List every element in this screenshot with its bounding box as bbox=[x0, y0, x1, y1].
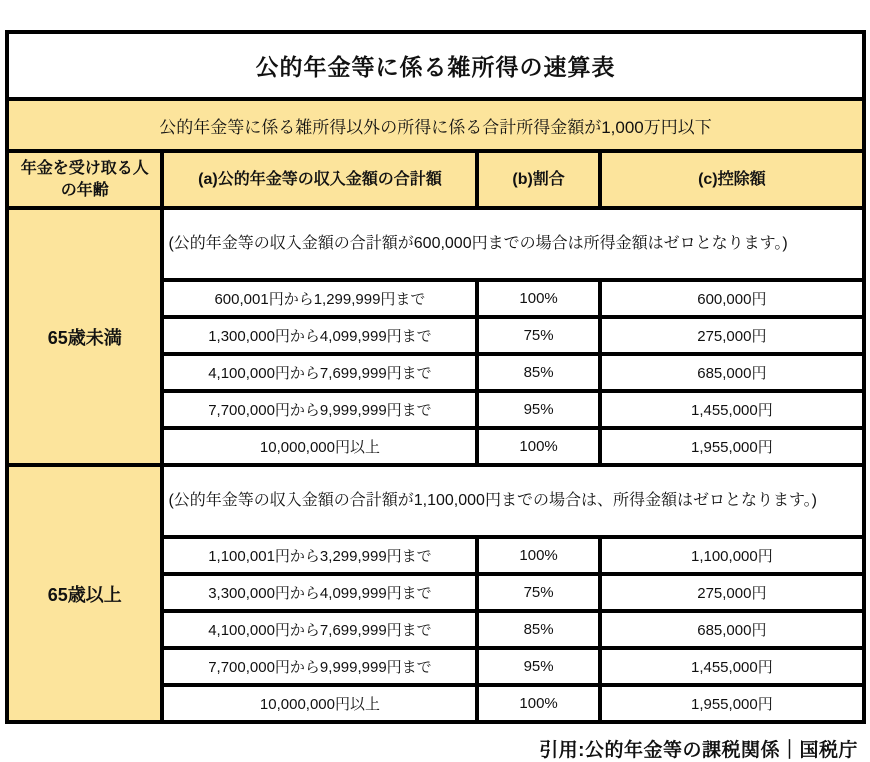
income-range-cell: 3,300,000円から4,099,999円まで bbox=[162, 574, 477, 611]
note-row-over-65 bbox=[7, 465, 864, 537]
ratio-cell: 100% bbox=[477, 685, 599, 722]
header-deduction: (c)控除額 bbox=[600, 151, 864, 208]
ratio-cell: 100% bbox=[477, 537, 599, 574]
note-row-under-65 bbox=[7, 208, 864, 280]
income-range-cell: 10,000,000円以上 bbox=[162, 685, 477, 722]
note-over-65: (公的年金等の収入金額の合計額が1,100,000円までの場合は、所得金額はゼロとなります。) bbox=[162, 465, 864, 537]
income-range-cell: 1,300,000円から4,099,999円まで bbox=[162, 317, 477, 354]
header-ratio: (b)割合 bbox=[477, 151, 599, 208]
note-under-65: (公的年金等の収入金額の合計額が600,000円までの場合は所得金額はゼロとなります。) bbox=[162, 208, 864, 280]
ratio-cell: 85% bbox=[477, 354, 599, 391]
ratio-cell: 75% bbox=[477, 317, 599, 354]
table-title: 公的年金等に係る雑所得の速算表 bbox=[7, 32, 864, 99]
income-range-cell: 4,100,000円から7,699,999円まで bbox=[162, 611, 477, 648]
pension-tax-table bbox=[5, 30, 866, 724]
deduction-cell: 275,000円 bbox=[600, 574, 864, 611]
ratio-cell: 95% bbox=[477, 648, 599, 685]
condition-row bbox=[7, 99, 864, 151]
deduction-cell: 685,000円 bbox=[600, 611, 864, 648]
income-range-cell: 600,001円から1,299,999円まで bbox=[162, 280, 477, 317]
deduction-cell: 600,000円 bbox=[600, 280, 864, 317]
ratio-cell: 100% bbox=[477, 428, 599, 465]
age-label-over-65: 65歳以上 bbox=[7, 465, 162, 722]
ratio-cell: 75% bbox=[477, 574, 599, 611]
deduction-cell: 1,100,000円 bbox=[600, 537, 864, 574]
condition-banner: 公的年金等に係る雑所得以外の所得に係る合計所得金額が1,000万円以下 bbox=[7, 99, 864, 151]
header-row bbox=[7, 151, 864, 208]
income-range-cell: 10,000,000円以上 bbox=[162, 428, 477, 465]
deduction-cell: 1,455,000円 bbox=[600, 648, 864, 685]
deduction-cell: 685,000円 bbox=[600, 354, 864, 391]
age-label-under-65: 65歳未満 bbox=[7, 208, 162, 465]
citation-text: 引用:公的年金等の課税関係｜国税庁 bbox=[539, 740, 858, 761]
header-age: 年金を受け取る人の年齢 bbox=[7, 151, 162, 208]
deduction-cell: 1,455,000円 bbox=[600, 391, 864, 428]
title-row bbox=[7, 32, 864, 99]
ratio-cell: 100% bbox=[477, 280, 599, 317]
income-range-cell: 7,700,000円から9,999,999円まで bbox=[162, 391, 477, 428]
income-range-cell: 1,100,001円から3,299,999円まで bbox=[162, 537, 477, 574]
header-income: (a)公的年金等の収入金額の合計額 bbox=[162, 151, 477, 208]
income-range-cell: 4,100,000円から7,699,999円まで bbox=[162, 354, 477, 391]
deduction-cell: 275,000円 bbox=[600, 317, 864, 354]
income-range-cell: 7,700,000円から9,999,999円まで bbox=[162, 648, 477, 685]
ratio-cell: 95% bbox=[477, 391, 599, 428]
deduction-cell: 1,955,000円 bbox=[600, 685, 864, 722]
ratio-cell: 85% bbox=[477, 611, 599, 648]
deduction-cell: 1,955,000円 bbox=[600, 428, 864, 465]
